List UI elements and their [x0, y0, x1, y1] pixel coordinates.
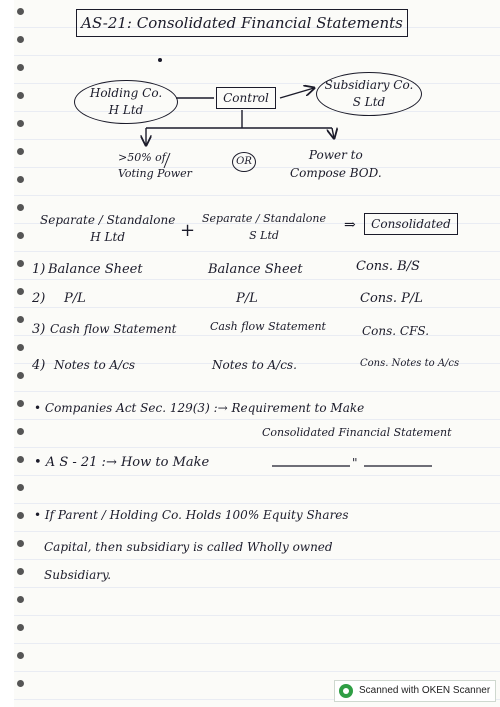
scanner-watermark-text: Scanned with OKEN Scanner [359, 685, 491, 696]
consolidated-box: Consolidated [364, 213, 458, 235]
wholly-owned-line-2: Capital, then subsidiary is called Wholly owned [44, 540, 333, 554]
companies-act-line-2: Consolidated Financial Statement [262, 426, 452, 439]
power-to-compose-label: Power to Compose BOD. [290, 148, 382, 180]
separate-s-label: Separate / Standalone S Ltd [202, 212, 327, 242]
or-label: OR [232, 152, 256, 172]
equals-arrow: ⇒ [344, 217, 356, 233]
subsidiary-sub-label: S Ltd [352, 95, 386, 109]
plus-sign: + [180, 220, 196, 241]
holding-label: Holding Co. [89, 86, 163, 100]
separate-h-label: Separate / Standalone H Ltd [40, 213, 176, 244]
voting-power-label: >50% of Voting Power [118, 151, 192, 180]
companies-act-line-1: • Companies Act Sec. 129(3) :→ Requirement to Make [34, 401, 365, 415]
scanner-watermark [334, 680, 496, 702]
holding-company-node [74, 80, 178, 124]
as21-line: • A S - 21 :→ How to Make [34, 455, 210, 470]
wholly-owned-line-1: • If Parent / Holding Co. Holds 100% Equity Shares [34, 508, 349, 522]
notebook-page: AS-21: Consolidated Financial Statements Holding Co. H Ltd Control Subsidiary Co. S Ltd >50% of Voting Power OR Power to Compose BOD. Separate / Standalone H Ltd + Separate / Standalone S Ltd ⇒ Consolidated 1) Balance Sheet Balance Sheet Cons. B/S 2) P/L P/L Cons. P/L 3) Cash flow Statement Cash flow Statement Cons. CFS. 4) Notes to A/cs Notes to A/cs. Cons. Notes to A/cs • Companies Act Sec. 129(3) :→ Requirement to Make Consolidated Financial Statement • A S - 21 :→ How to Make " • If Parent / Holding Co. Holds 100% Equity Shares Capital, then subsidiary is called Wholly owned Subsidiary. [14, 0, 500, 707]
subsidiary-label: Subsidiary Co. [324, 78, 414, 92]
subsidiary-company-node [316, 72, 422, 116]
scanner-logo-icon [339, 684, 353, 698]
ditto-mark: " [352, 456, 358, 470]
wholly-owned-line-3: Subsidiary. [44, 568, 112, 582]
holding-sub-label: H Ltd [108, 103, 144, 117]
page-title: AS-21: Consolidated Financial Statements [76, 9, 408, 37]
control-node: Control [216, 87, 276, 109]
